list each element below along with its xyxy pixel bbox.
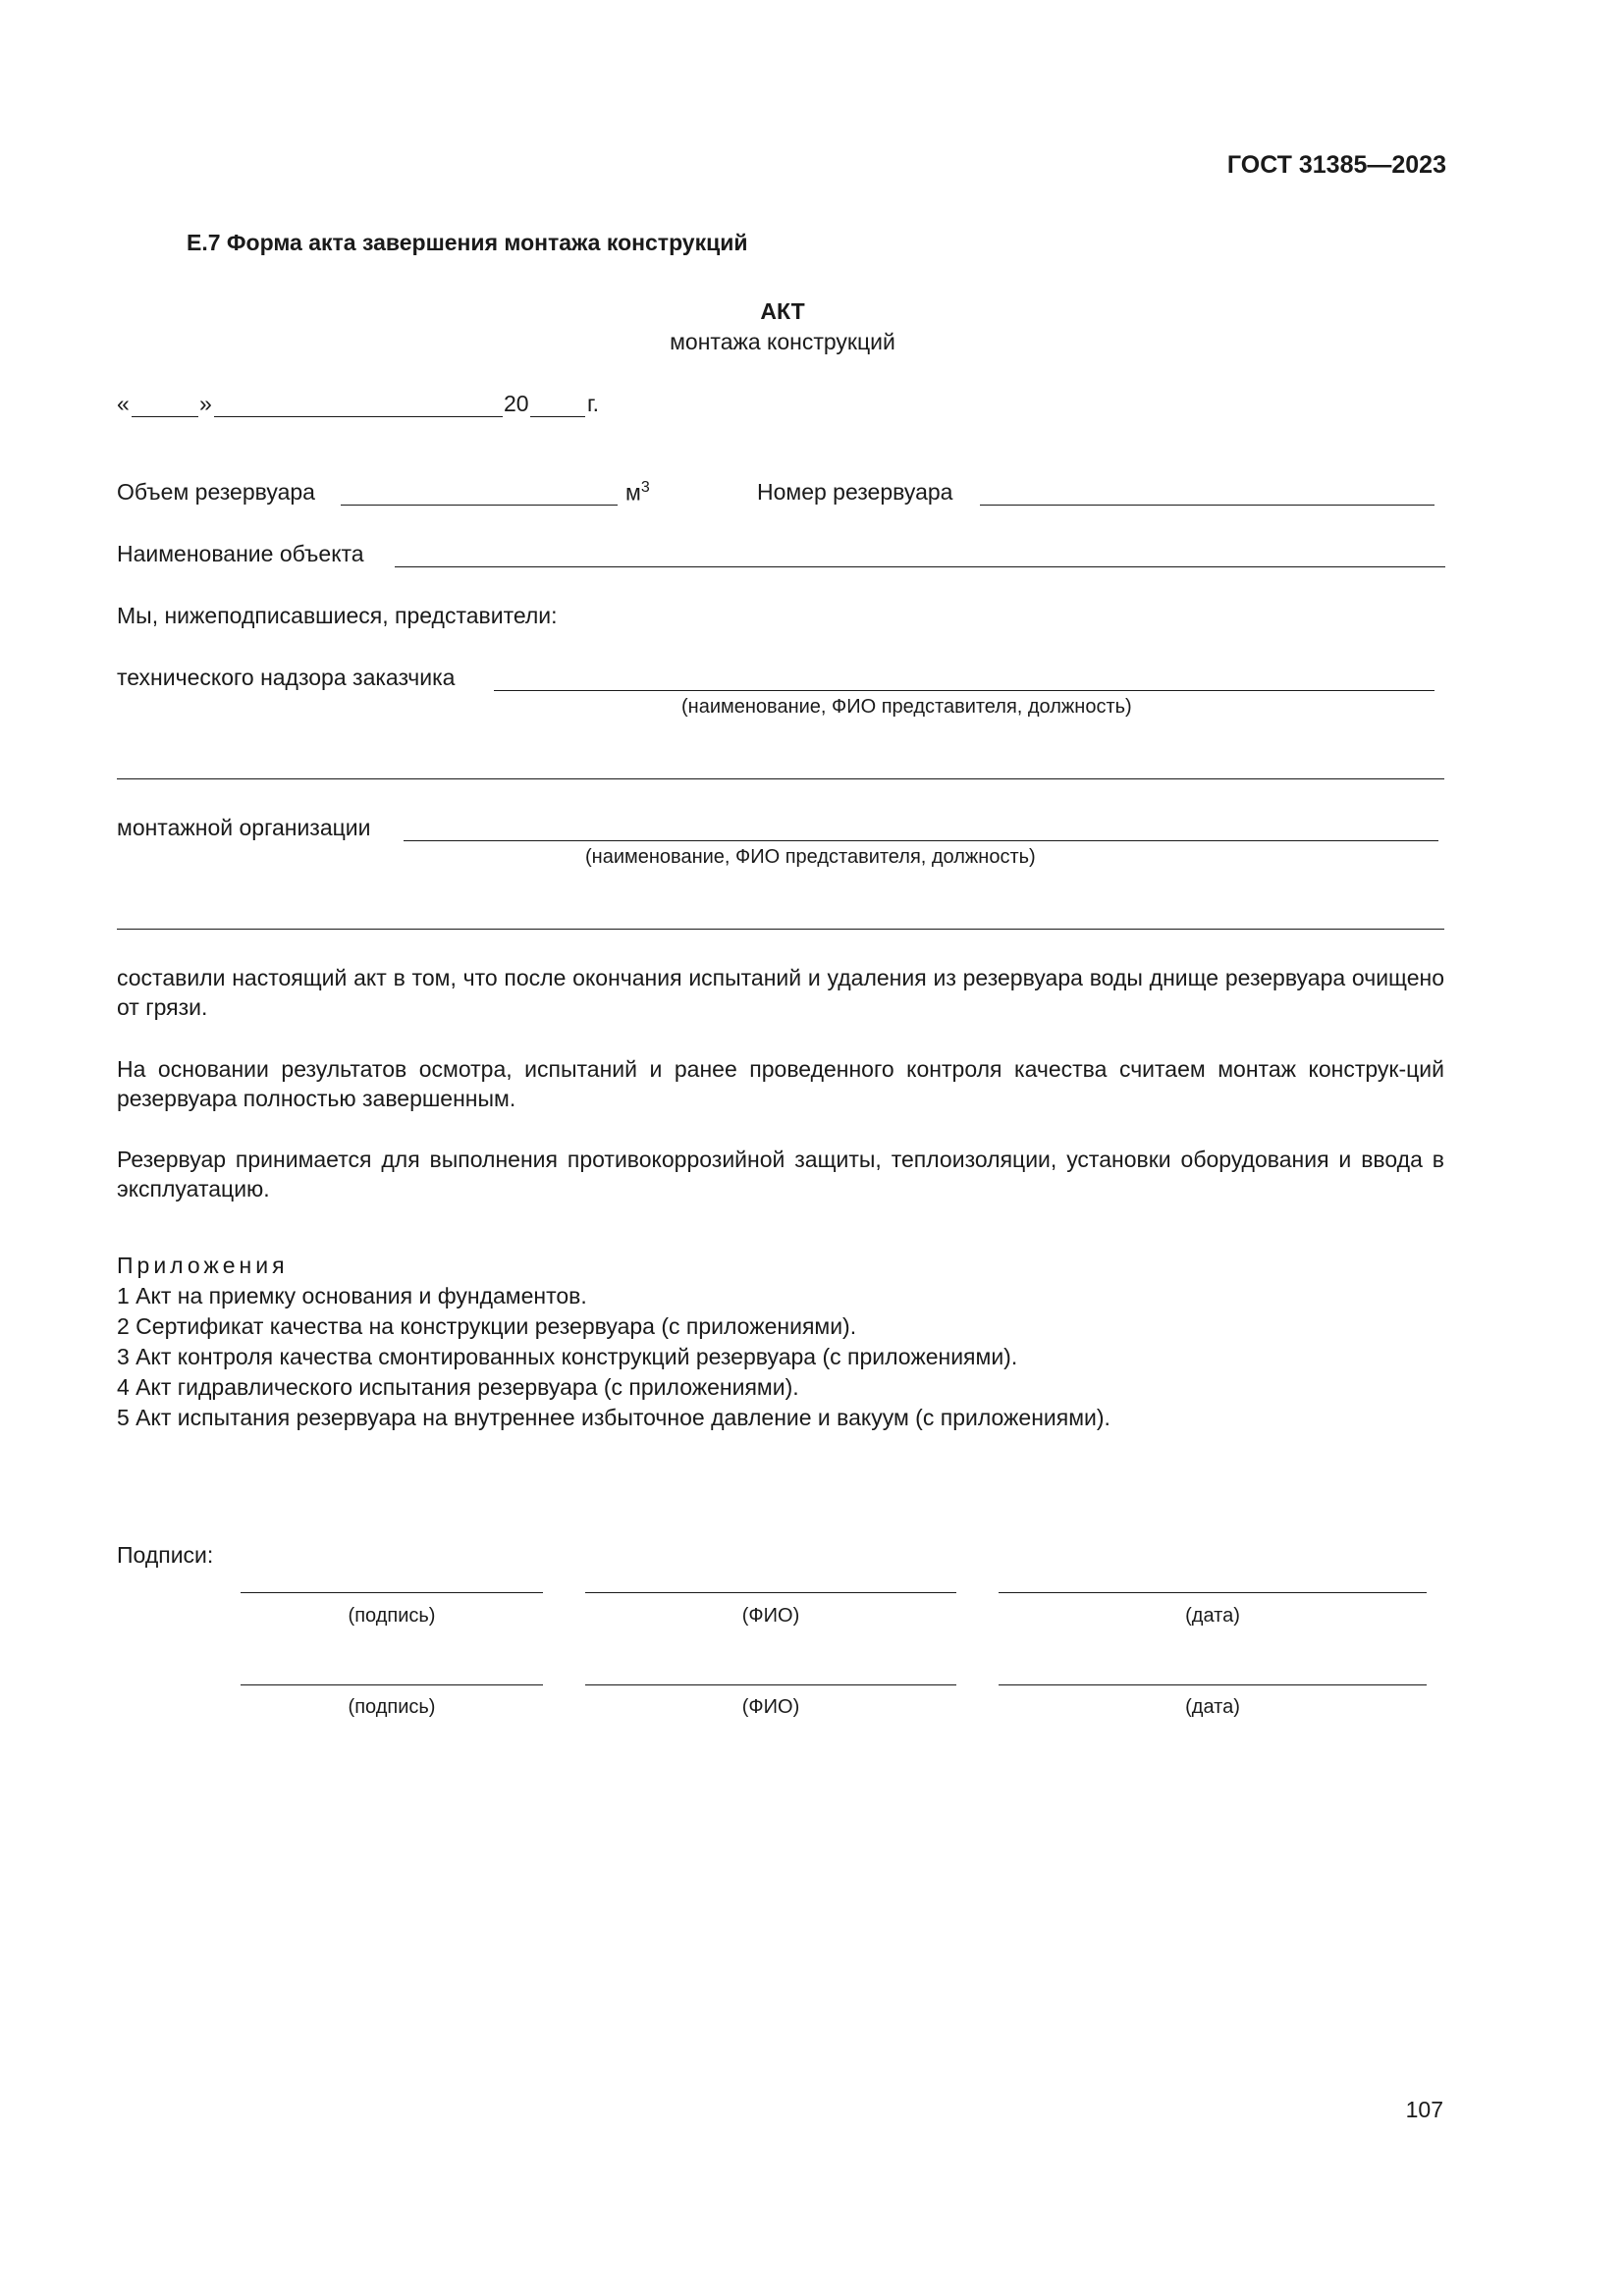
supervision-label: технического надзора заказчика: [117, 665, 456, 690]
year-prefix: 20: [504, 391, 529, 416]
appendices-title: Приложения: [117, 1253, 289, 1278]
installer-label: монтажной организации: [117, 815, 371, 840]
act-title: АКТ: [760, 298, 805, 324]
appendix-item: 4 Акт гидравлического испытания резервуара (с приложениями).: [117, 1374, 799, 1400]
signature-hint: (подпись): [348, 1605, 436, 1627]
volume-unit-text: м: [625, 479, 641, 506]
installer-field[interactable]: [404, 840, 1438, 841]
body-paragraph-3: Резервуар принимается для выполнения противокоррозийной защиты, теплоизоляции, установки оборудования и ввода в эксплуатацию.: [117, 1147, 1444, 1201]
date-hint: (дата): [1185, 1696, 1240, 1718]
month-field[interactable]: [214, 416, 503, 417]
page-number: 107: [1405, 2097, 1443, 2122]
appendix-item: 5 Акт испытания резервуара на внутреннее избыточное давление и вакуум (с приложениями).: [117, 1405, 1110, 1430]
body-paragraph-1: составили настоящий акт в том, что после окончания испытаний и удаления из резервуара воды днище резервуара очищено от грязи.: [117, 965, 1444, 1020]
number-label: Номер резервуара: [757, 479, 953, 505]
body-paragraph-2: На основании результатов осмотра, испытаний и ранее проведенного контроля качества считаем монтаж конструк-ций резервуара полностью завершенным.: [117, 1056, 1444, 1111]
section-title: Е.7 Форма акта завершения монтажа конструкций: [187, 230, 748, 255]
signatures-label: Подписи:: [117, 1542, 214, 1568]
volume-label: Объем резервуара: [117, 479, 315, 505]
signature-field[interactable]: [241, 1684, 543, 1685]
act-subtitle: монтажа конструкций: [670, 329, 895, 354]
name-hint: (ФИО): [741, 1605, 800, 1627]
volume-field[interactable]: [341, 505, 618, 506]
day-field[interactable]: [132, 416, 198, 417]
appendix-item: 1 Акт на приемку основания и фундаментов.: [117, 1283, 587, 1308]
object-field[interactable]: [395, 566, 1445, 567]
installer-hint: (наименование, ФИО представителя, должность): [585, 846, 1036, 868]
number-field[interactable]: [980, 505, 1435, 506]
representatives-label: Мы, нижеподписавшиеся, представители:: [117, 603, 558, 628]
name-hint: (ФИО): [741, 1696, 800, 1718]
volume-unit: [625, 478, 650, 508]
date-hint: (дата): [1185, 1605, 1240, 1627]
date-close-quote: »: [199, 391, 212, 416]
name-field[interactable]: [585, 1592, 956, 1593]
appendix-item: 3 Акт контроля качества смонтированных конструкций резервуара (с приложениями).: [117, 1344, 1018, 1369]
volume-unit-power: 3: [640, 479, 650, 496]
year-field[interactable]: [530, 416, 585, 417]
name-field[interactable]: [585, 1684, 956, 1685]
date-open-quote: «: [117, 391, 130, 416]
installer-field-continued[interactable]: [117, 929, 1444, 930]
date-field[interactable]: [999, 1684, 1427, 1685]
supervision-field-continued[interactable]: [117, 778, 1444, 779]
date-field[interactable]: [999, 1592, 1427, 1593]
standard-number: ГОСТ 31385—2023: [1226, 151, 1446, 179]
object-label: Наименование объекта: [117, 541, 364, 566]
signature-hint: (подпись): [348, 1696, 436, 1718]
signature-field[interactable]: [241, 1592, 543, 1593]
appendix-item: 2 Сертификат качества на конструкции резервуара (с приложениями).: [117, 1313, 857, 1339]
supervision-field[interactable]: [494, 690, 1435, 691]
year-suffix: г.: [587, 391, 599, 416]
supervision-hint: (наименование, ФИО представителя, должность): [681, 696, 1132, 718]
